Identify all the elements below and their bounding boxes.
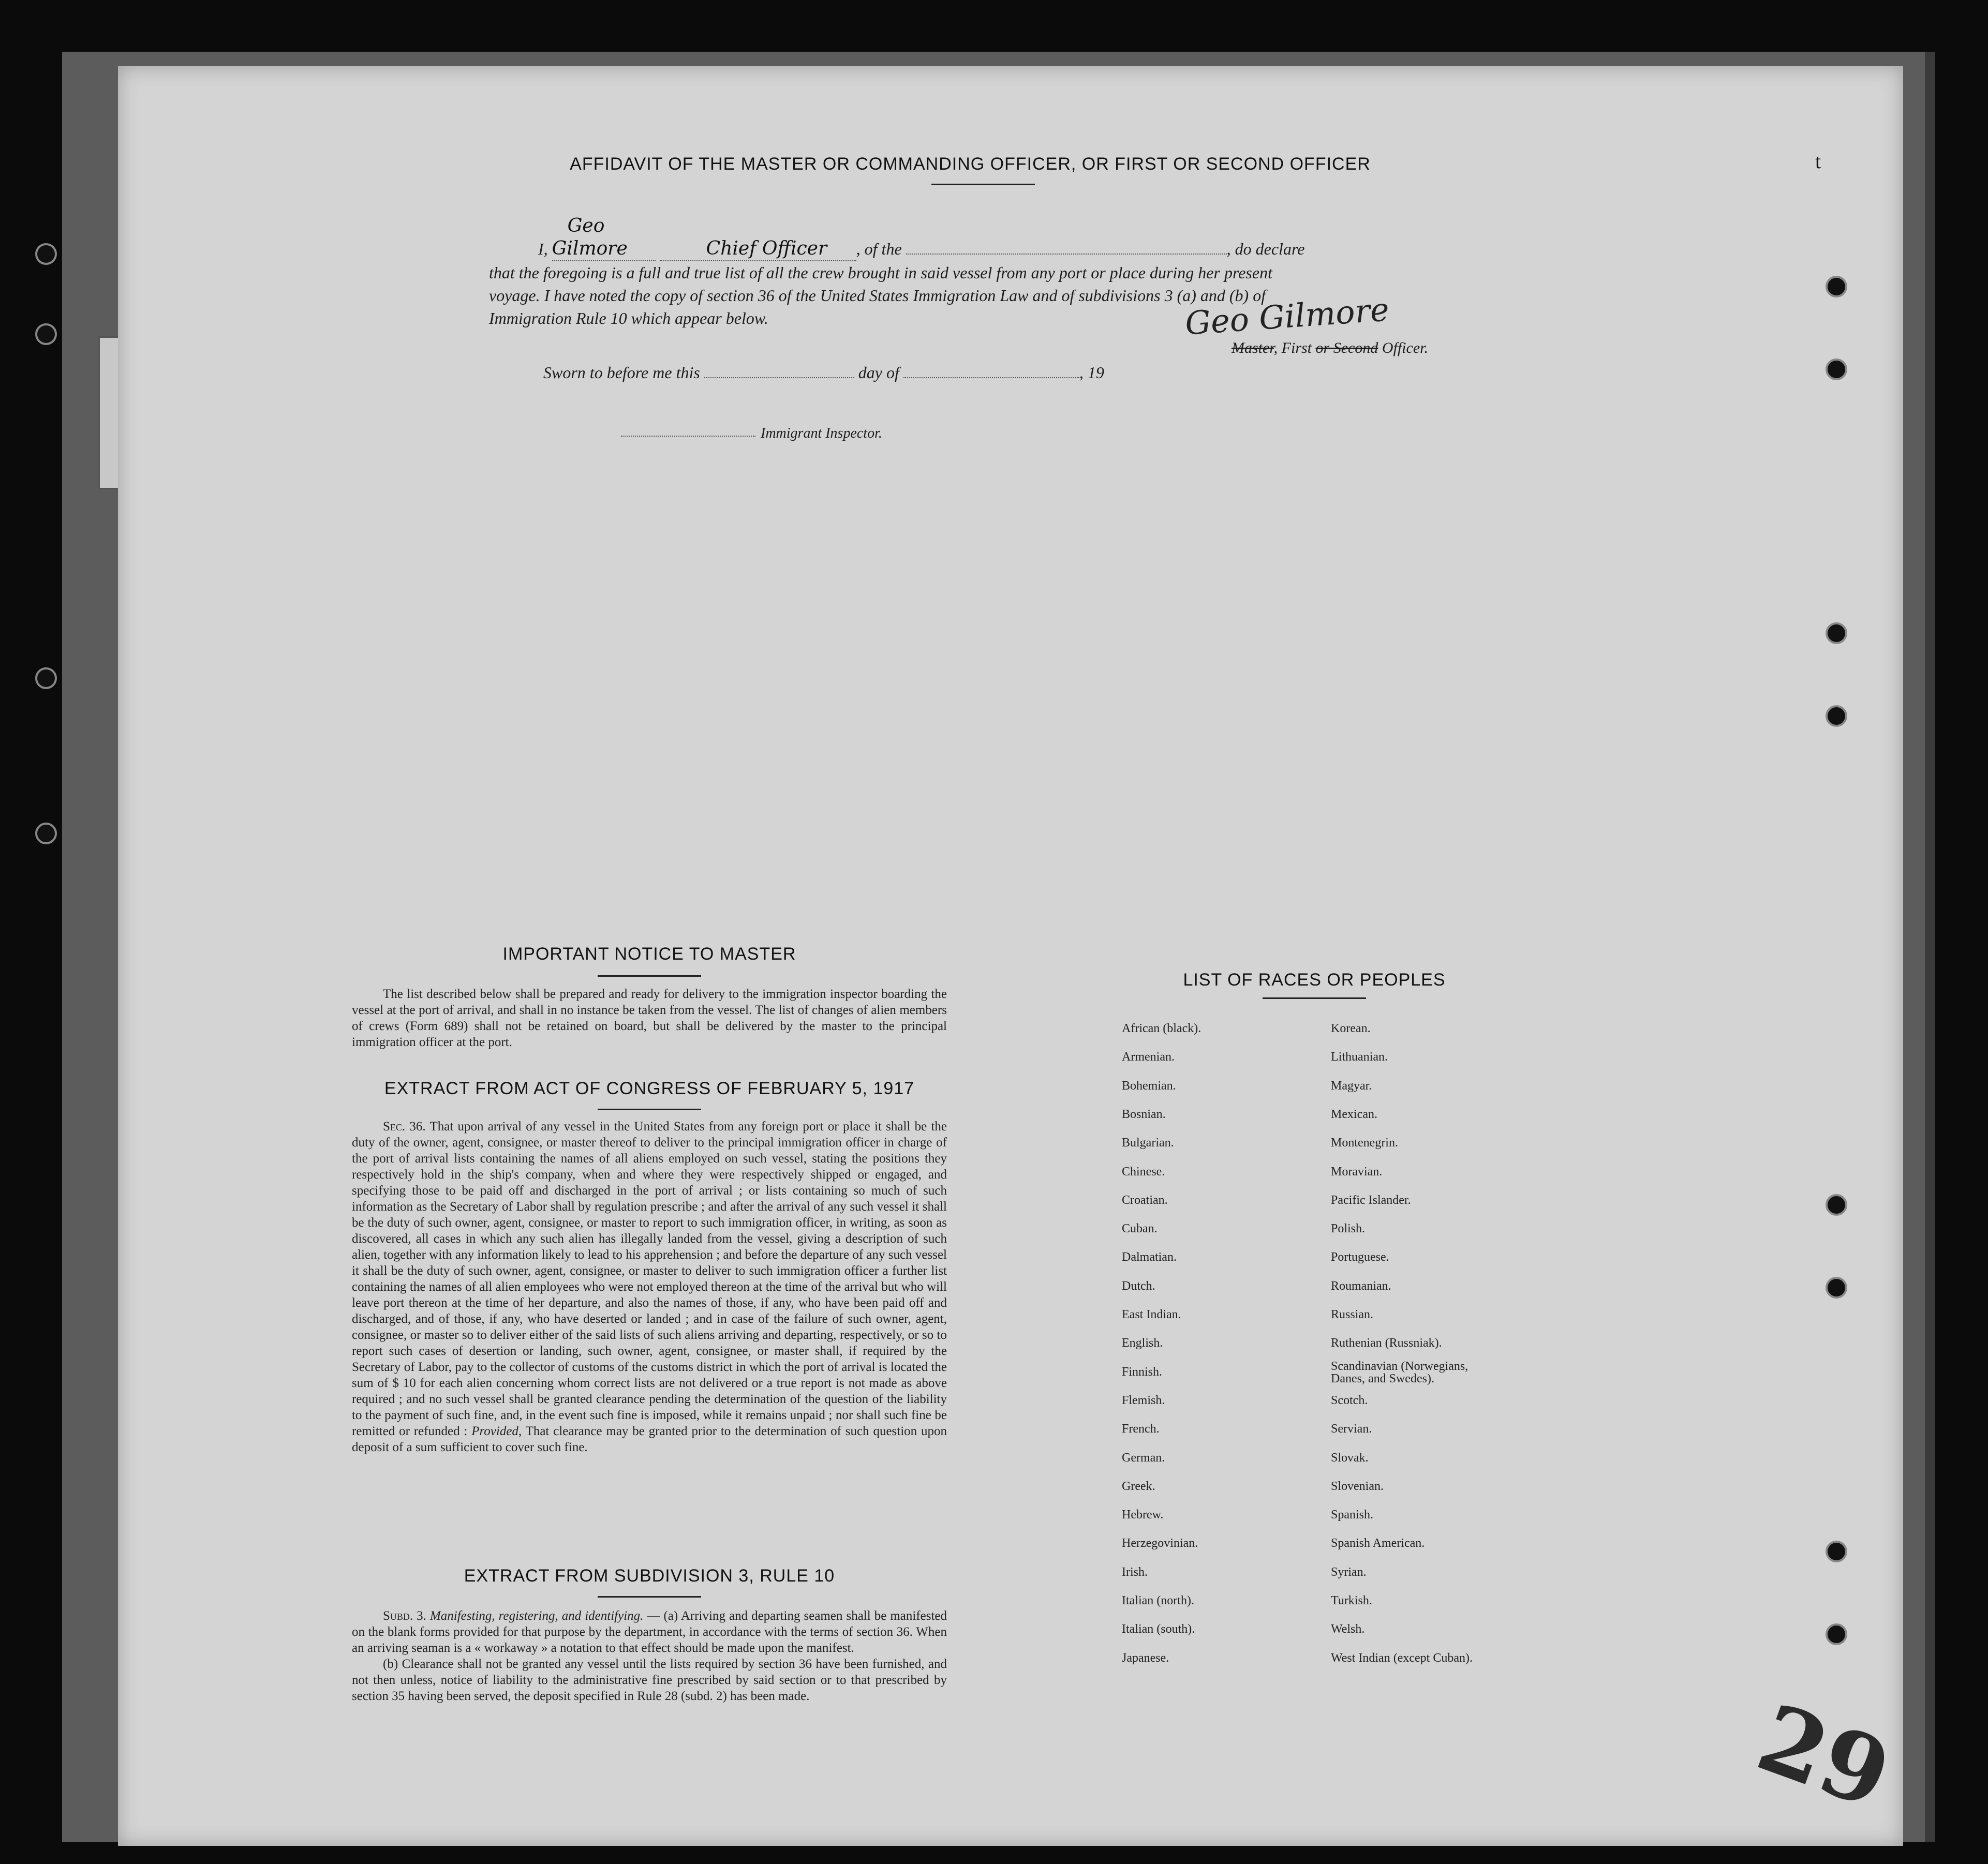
corner-mark: t	[1815, 150, 1821, 173]
sworn-day-of: day of	[858, 363, 899, 382]
notice-underline	[598, 975, 701, 977]
affidavit-do-declare: , do declare	[1226, 240, 1305, 258]
race-item: Irish.	[1122, 1565, 1148, 1579]
race-item: Moravian.	[1331, 1165, 1383, 1179]
extract-act-underline	[598, 1109, 701, 1110]
race-item: Slovak.	[1331, 1451, 1369, 1465]
race-item: Greek.	[1122, 1479, 1155, 1493]
race-item: German.	[1122, 1451, 1165, 1465]
race-item: Armenian.	[1122, 1050, 1175, 1064]
affidavit-line-2: that the foregoing is a full and true list of all the crew brought in said vessel from any port or place during her present	[489, 263, 1272, 282]
vessel-name-blank	[906, 253, 1227, 255]
race-item: Polish.	[1331, 1222, 1366, 1236]
race-item: Syrian.	[1331, 1565, 1367, 1579]
race-item: East Indian.	[1122, 1308, 1181, 1321]
race-item: Hebrew.	[1122, 1508, 1164, 1522]
binder-hole	[35, 823, 57, 844]
race-item: Montenegrin.	[1331, 1136, 1398, 1150]
subd-para-b: (b) Clearance shall not be granted any vessel until the lists required by section 36 have been furnished, and not then unless, notice of liability to the administrative fine prescribed by said section or to that prescribed by section 35 having been served, the deposit specified in Rule 28 (subd. 2) has been made.	[352, 1657, 947, 1703]
sworn-month-blank	[903, 377, 1079, 378]
binder-hole	[1826, 276, 1847, 297]
affidavit-line-1	[489, 215, 1472, 261]
race-item: West Indian (except Cuban).	[1331, 1651, 1473, 1665]
race-item: Flemish.	[1122, 1393, 1165, 1407]
race-item: Finnish.	[1122, 1365, 1163, 1379]
affidavit-line-4: Immigration Rule 10 which appear below.	[489, 309, 768, 327]
race-item: French.	[1122, 1422, 1160, 1436]
race-item: African (black).	[1122, 1022, 1201, 1035]
race-item: Dutch.	[1122, 1279, 1155, 1293]
notice-title: IMPORTANT NOTICE TO MASTER	[502, 944, 796, 964]
race-item: Spanish.	[1331, 1508, 1374, 1522]
race-item: Bosnian.	[1122, 1107, 1166, 1121]
sig-first: , First	[1273, 339, 1316, 356]
affidavit-of-the: , of the	[856, 240, 902, 258]
subd-label: Subd. 3.	[383, 1609, 426, 1623]
race-item: Turkish.	[1331, 1594, 1372, 1607]
extract-act-text	[352, 1119, 947, 1455]
page-number-stamp: 29	[1744, 1683, 1904, 1830]
handwritten-rank: Chief Officer	[706, 238, 827, 259]
subd-para-a	[352, 1608, 947, 1656]
race-item: English.	[1122, 1336, 1163, 1350]
race-item: Mexican.	[1331, 1107, 1377, 1121]
race-item: Dalmatian.	[1122, 1250, 1177, 1264]
race-item: Ruthenian (Russniak).	[1331, 1336, 1442, 1350]
race-item: Magyar.	[1331, 1079, 1372, 1093]
race-item: Pacific Islander.	[1331, 1193, 1411, 1207]
race-item: Roumanian.	[1331, 1279, 1391, 1293]
race-item: Chinese.	[1122, 1165, 1165, 1179]
binder-hole	[1826, 705, 1847, 727]
race-item: Japanese.	[1122, 1651, 1169, 1665]
binder-hole	[1826, 622, 1847, 644]
binder-hole	[1826, 1623, 1847, 1645]
sworn-prefix: Sworn to before me this	[543, 363, 700, 382]
notice-text: The list described below shall be prepared and ready for delivery to the immigration inspector boarding the vessel at the port of arrival, and shall in no instance be taken from the vessel. The list of changes of alien members of crews (Form 689) shall not be retained on board, but shall be delivered by the master to the principal immigration officer at the port.	[352, 987, 947, 1049]
provided-word: Provided,	[471, 1424, 522, 1438]
affidavit-line-3: voyage. I have noted the copy of section 36 of the United States Immigration Law and of subdivisions 3 (a) and (b) of	[489, 286, 1266, 305]
race-item: Servian.	[1331, 1422, 1372, 1436]
race-item: Bohemian.	[1122, 1079, 1176, 1093]
extract-rule-underline	[598, 1596, 701, 1598]
races-title: LIST OF RACES OR PEOPLES	[1183, 970, 1446, 990]
extract-act-title: EXTRACT FROM ACT OF CONGRESS OF FEBRUARY 5, 1917	[384, 1079, 915, 1098]
handwritten-name: Geo Gilmore	[552, 215, 628, 259]
sworn-year: , 19	[1079, 363, 1104, 382]
sworn-day-blank	[704, 377, 854, 378]
race-item: Slovenian.	[1331, 1479, 1384, 1493]
extract-rule-title: EXTRACT FROM SUBDIVISION 3, RULE 10	[464, 1566, 835, 1586]
race-item: Welsh.	[1331, 1622, 1365, 1636]
binder-hole	[1826, 1541, 1847, 1562]
signature: Geo Gilmore	[1183, 290, 1390, 342]
race-item: Cuban.	[1122, 1222, 1158, 1236]
binder-hole	[35, 667, 57, 689]
sig-or-second: or Second	[1315, 339, 1378, 356]
inspector-blank	[621, 436, 755, 437]
race-item: Lithuanian.	[1331, 1050, 1388, 1064]
race-item: Portuguese.	[1331, 1250, 1389, 1264]
race-item: Scotch.	[1331, 1393, 1368, 1407]
race-item: Bulgarian.	[1122, 1136, 1174, 1150]
sworn-line	[543, 363, 1104, 382]
inspector-line	[761, 425, 882, 442]
subd-a-text: — (a) Arriving and departing seamen shall be manifested on the blank forms provided for that purpose by the department, in accordance with the terms of section 36. When an arriving seaman is a « workaway » a notation to that effect should be made upon the manifest.	[352, 1609, 947, 1655]
affidavit-i: I,	[538, 240, 548, 258]
sec-label: Sec. 36.	[383, 1120, 426, 1134]
race-item: Scandinavian (Norwegians, Danes, and Swedes).	[1331, 1359, 1468, 1385]
races-underline	[1263, 997, 1366, 999]
sec-36-text: That upon arrival of any vessel in the United States from any foreign port or place it shall be the duty of the owner, agent, consignee, or master thereof to deliver to the principal immigration officer in charge of the port of arrival lists containing the names of all aliens employed on such vessel, stating the positions they respectively hold in the ship's company, when and where they were respectively shipped or engaged, and specifying those to be paid off and discharged in the port of arrival ; or lists containing so much of such information as the Secretary of Labor shall by regulation prescribe ; and after the arrival of any such vessel it shall be the duty of such owner, agent, consignee, or master to report to such immigration officer, in writing, as soon as discovered, all cases in which any such alien has illegally landed from the vessel, giving a description of such alien, together with any information likely to lead to his apprehension ; and before the departure of any such vessel it shall be the duty of such owner, agent, consignee, or master to deliver to such immigration officer a further list containing the names of all alien employees who were not employed thereon at the time of the arrival but who will leave port thereon at the time of her departure, and also the names of those, if any, who have been paid off and discharged, and of those, if any, who have deserted or landed ; and in case of the failure of such owner, agent, consignee, or master so to deliver either of the said lists of such aliens arriving and departing, respectively, or so to report such cases of desertion or landing, such owner, agent, consignee, or master shall, if required by the Secretary of Labor, pay to the collector of customs of the customs district in which the port of arrival is located the sum of $ 10 for each alien concerning whom correct lists are not delivered or a true report is not made as above required ; and no such vessel shall be granted clearance pending the determination of the question of the liability to the payment of such fine, and, in the event such fine is imposed, while it remains unpaid ; nor shall such fine be remitted or refunded :	[352, 1120, 947, 1438]
race-item: Croatian.	[1122, 1193, 1168, 1207]
title-underline	[931, 184, 1035, 185]
binder-hole	[35, 243, 57, 265]
extract-rule-text	[352, 1608, 947, 1704]
sec-36-text-end: That clearance may be granted prior to the determination of such question upon deposit of a sum sufficient to cover such fine.	[352, 1424, 947, 1454]
race-item: Italian (north).	[1122, 1594, 1194, 1607]
signature-title	[1232, 339, 1428, 357]
binder-hole	[1826, 1194, 1847, 1216]
race-item: Italian (south).	[1122, 1622, 1195, 1636]
subd-heading: Manifesting, registering, and identifying.	[429, 1609, 644, 1623]
binder-hole	[1826, 1277, 1847, 1299]
binder-hole	[1826, 359, 1847, 380]
race-item: Spanish American.	[1331, 1537, 1425, 1550]
inspector-label: Immigrant Inspector.	[761, 425, 882, 441]
race-item: Herzegovinian.	[1122, 1537, 1198, 1550]
binder-hole	[35, 323, 57, 345]
sig-officer: Officer.	[1378, 339, 1428, 356]
affidavit-title: AFFIDAVIT OF THE MASTER OR COMMANDING OFFICER, OR FIRST OR SECOND OFFICER	[570, 154, 1371, 174]
sig-master: Master	[1232, 339, 1274, 356]
race-item: Russian.	[1331, 1308, 1374, 1321]
race-item: Korean.	[1331, 1022, 1371, 1035]
